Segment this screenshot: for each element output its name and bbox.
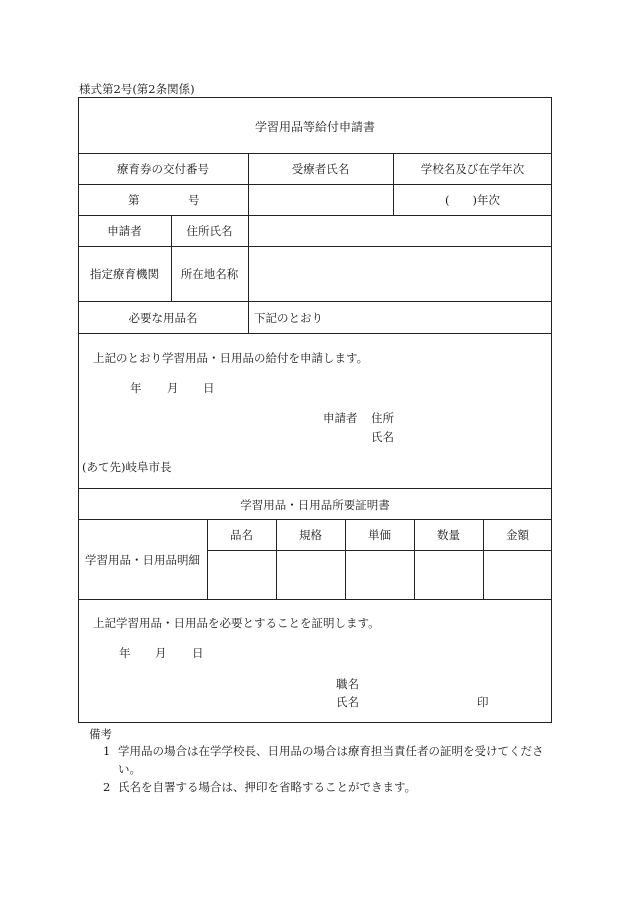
note-1-text: 学用品の場合は在学学校長、日用品の場合は療育担当責任者の証明を受けてくださ (118, 744, 544, 758)
certificate-statement: 上記学習用品・日用品を必要とすることを証明します。 (93, 616, 380, 630)
rule (78, 184, 552, 185)
rule (248, 215, 249, 333)
header-school-grade: 学校名及び在学年次 (420, 162, 525, 176)
application-date-year: 年 (130, 381, 142, 395)
rule (78, 215, 552, 216)
certificate-date-month: 月 (155, 646, 167, 660)
note-1-text-cont: い。 (118, 762, 141, 776)
application-statement: 上記のとおり学習用品・日用品の給付を申請します。 (93, 351, 369, 365)
item-name-cell[interactable] (210, 553, 273, 596)
facility-label: 指定療育機関 (90, 267, 159, 281)
application-applicant-label: 申請者 (323, 411, 358, 425)
header-recipient-name: 受療者氏名 (291, 162, 350, 176)
rule (78, 519, 552, 520)
ticket-dai-label: 第 (128, 193, 140, 207)
note-2-number: 2 (103, 780, 111, 794)
certificate-title: 学習用品・日用品所要証明書 (240, 498, 390, 512)
form-number-label: 様式第2号(第2条関係) (79, 82, 195, 96)
rule (78, 246, 552, 247)
rule (78, 599, 552, 600)
application-date-day: 日 (203, 381, 215, 395)
certificate-date-year: 年 (119, 646, 131, 660)
rule (78, 153, 552, 154)
facility-location-field[interactable] (252, 250, 548, 298)
grade-field[interactable]: ( )年次 (445, 193, 500, 207)
header-ticket-number: 療育券の交付番号 (117, 162, 209, 176)
application-name-label: 氏名 (371, 430, 394, 444)
rule (78, 333, 552, 334)
recipient-name-field[interactable] (248, 188, 393, 212)
applicant-address-name-label: 住所氏名 (186, 224, 233, 238)
notes-heading: 備考 (89, 727, 112, 741)
unit-price-cell[interactable] (348, 553, 411, 596)
ticket-go-label: 号 (188, 193, 200, 207)
items-value: 下記のとおり (254, 311, 323, 325)
rule (207, 550, 552, 551)
col-spec: 規格 (299, 528, 322, 542)
certificate-row-label: 学習用品・日用品明細 (85, 553, 200, 567)
col-item-name: 品名 (230, 528, 253, 542)
col-quantity: 数量 (437, 528, 460, 542)
spec-cell[interactable] (279, 553, 342, 596)
certificate-date-day: 日 (192, 646, 204, 660)
items-label: 必要な用品名 (128, 311, 198, 325)
certificate-name-label: 氏名 (336, 695, 359, 709)
applicant-label: 申請者 (107, 224, 142, 238)
applicant-address-name-field[interactable] (252, 219, 548, 243)
facility-location-label: 所在地名称 (180, 267, 239, 281)
addressee: (あて先)岐阜市長 (82, 460, 172, 474)
col-amount: 金額 (506, 528, 529, 542)
seal-mark: 印 (477, 695, 489, 709)
amount-cell[interactable] (486, 553, 549, 596)
note-1-number: 1 (103, 744, 111, 758)
rule (78, 488, 552, 489)
quantity-cell[interactable] (417, 553, 480, 596)
col-unit-price: 単価 (368, 528, 391, 542)
application-date-month: 月 (167, 381, 179, 395)
rule (78, 301, 552, 302)
note-2-text: 氏名を自署する場合は、押印を省略することができます。 (118, 780, 417, 794)
form-title: 学習用品等給付申請書 (254, 120, 375, 134)
certificate-title-label: 職名 (336, 677, 359, 691)
application-address-label: 住所 (371, 411, 394, 425)
